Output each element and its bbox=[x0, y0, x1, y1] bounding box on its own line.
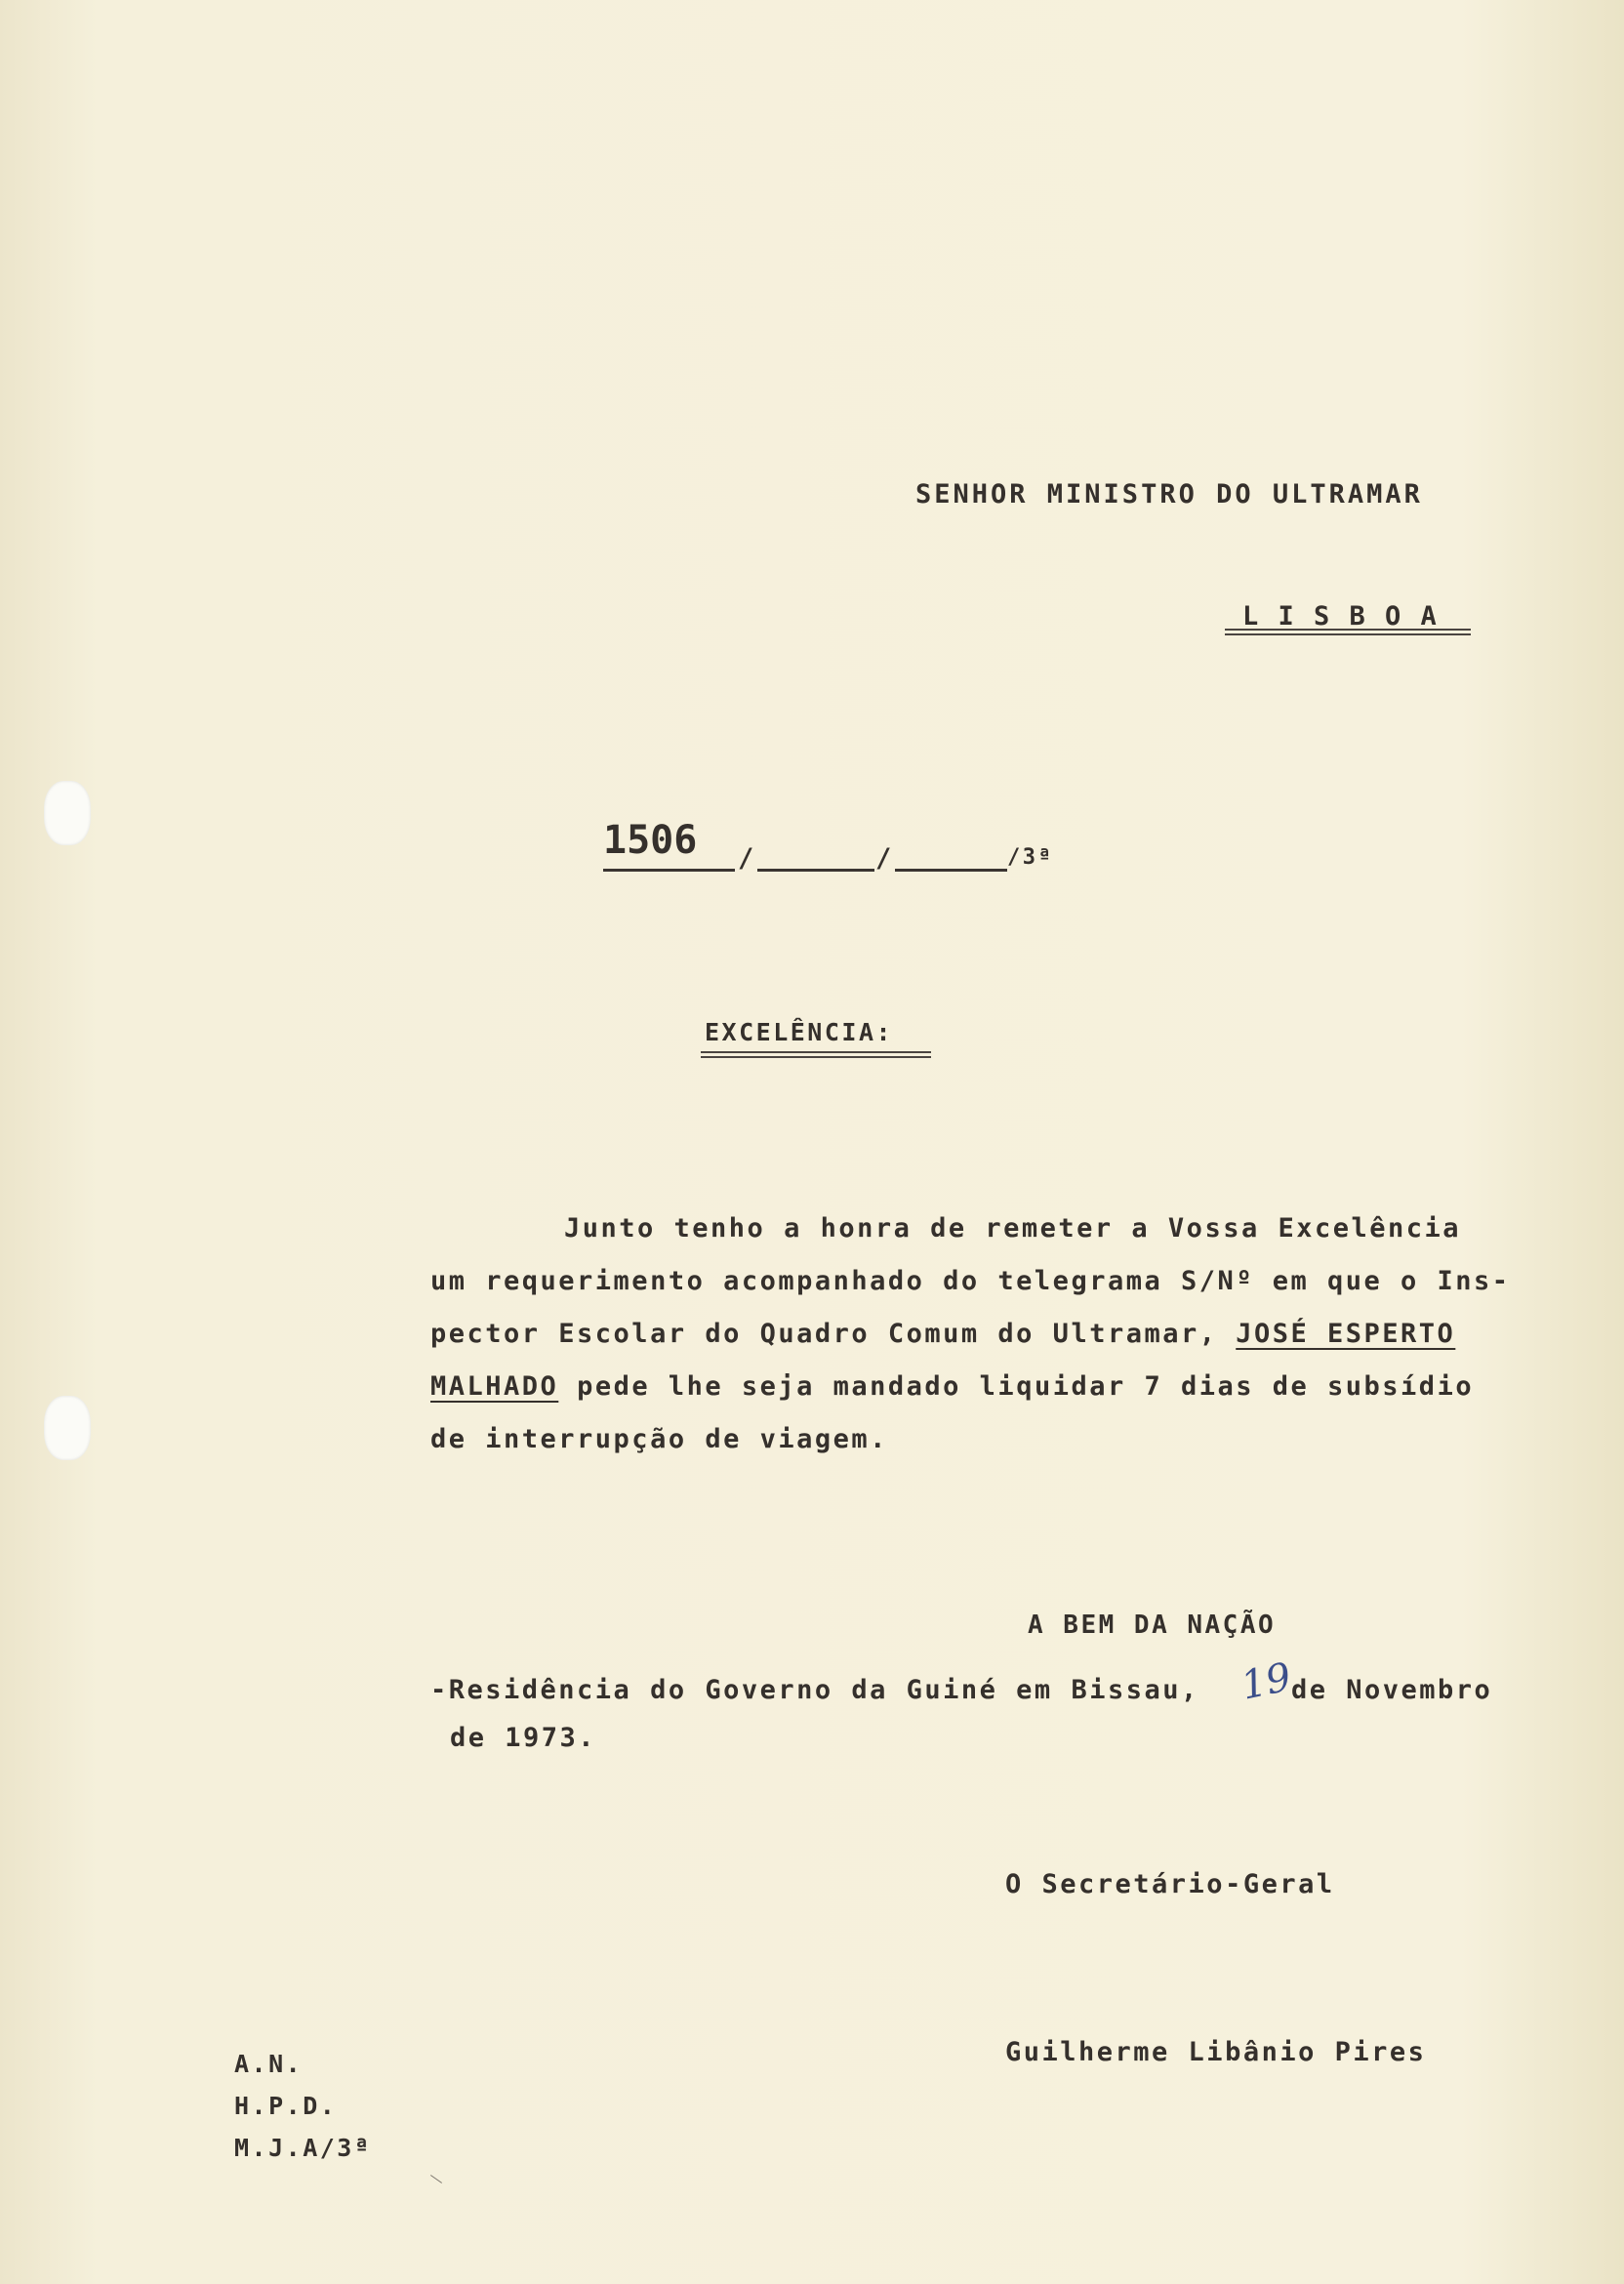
body-line-4-text: pede lhe seja mandado liquidar 7 dias de subsídio bbox=[577, 1371, 1475, 1402]
body-line-4 bbox=[430, 1373, 1474, 1400]
person-name-first: JOSÉ ESPERTO bbox=[1236, 1319, 1456, 1349]
pen-mark bbox=[430, 2175, 442, 2183]
punch-hole-bottom bbox=[44, 1396, 91, 1460]
reference-underline-3 bbox=[895, 869, 1007, 872]
recipient-city: L I S B O A bbox=[1242, 601, 1439, 632]
distribution-2: H.P.D. bbox=[234, 2092, 338, 2120]
closing-year: de 1973. bbox=[450, 1723, 597, 1753]
reference-suffix: /3ª bbox=[1007, 845, 1054, 870]
recipient-title: SENHOR MINISTRO DO ULTRAMAR bbox=[915, 479, 1423, 510]
reference-number: 1506 bbox=[603, 818, 698, 863]
salutation: EXCELÊNCIA: bbox=[705, 1018, 894, 1046]
body-line-1: Junto tenho a honra de remeter a Vossa Excelência bbox=[564, 1213, 1462, 1244]
reference-separator-1: / bbox=[738, 843, 756, 874]
body-line-3-text: pector Escolar do Quadro Comum do Ultramar, bbox=[430, 1319, 1218, 1349]
person-name-last: MALHADO bbox=[430, 1371, 559, 1402]
body-line-3 bbox=[430, 1321, 1455, 1347]
reference-separator-2: / bbox=[875, 843, 894, 874]
reference-underline-2 bbox=[757, 869, 874, 872]
distribution-1: A.N. bbox=[234, 2050, 304, 2078]
distribution-3: M.J.A/3ª bbox=[234, 2134, 372, 2162]
city-double-underline bbox=[1225, 629, 1471, 635]
signature-role: O Secretário-Geral bbox=[1005, 1869, 1335, 1899]
closing-motto: A BEM DA NAÇÃO bbox=[1028, 1611, 1277, 1640]
handwritten-day: 19 bbox=[1237, 1654, 1296, 1709]
body-line-2: um requerimento acompanhado do telegrama S/Nº em que o Ins- bbox=[430, 1266, 1511, 1296]
closing-place: -Residência do Governo da Guiné em Bissau, bbox=[430, 1675, 1199, 1705]
body-line-5: de interrupção de viagem. bbox=[430, 1424, 888, 1454]
closing-month: de Novembro bbox=[1291, 1675, 1493, 1705]
punch-hole-top bbox=[44, 781, 91, 845]
salutation-double-underline bbox=[701, 1051, 931, 1058]
reference-underline-1 bbox=[603, 869, 735, 872]
signature-name: Guilherme Libânio Pires bbox=[1005, 2037, 1427, 2067]
